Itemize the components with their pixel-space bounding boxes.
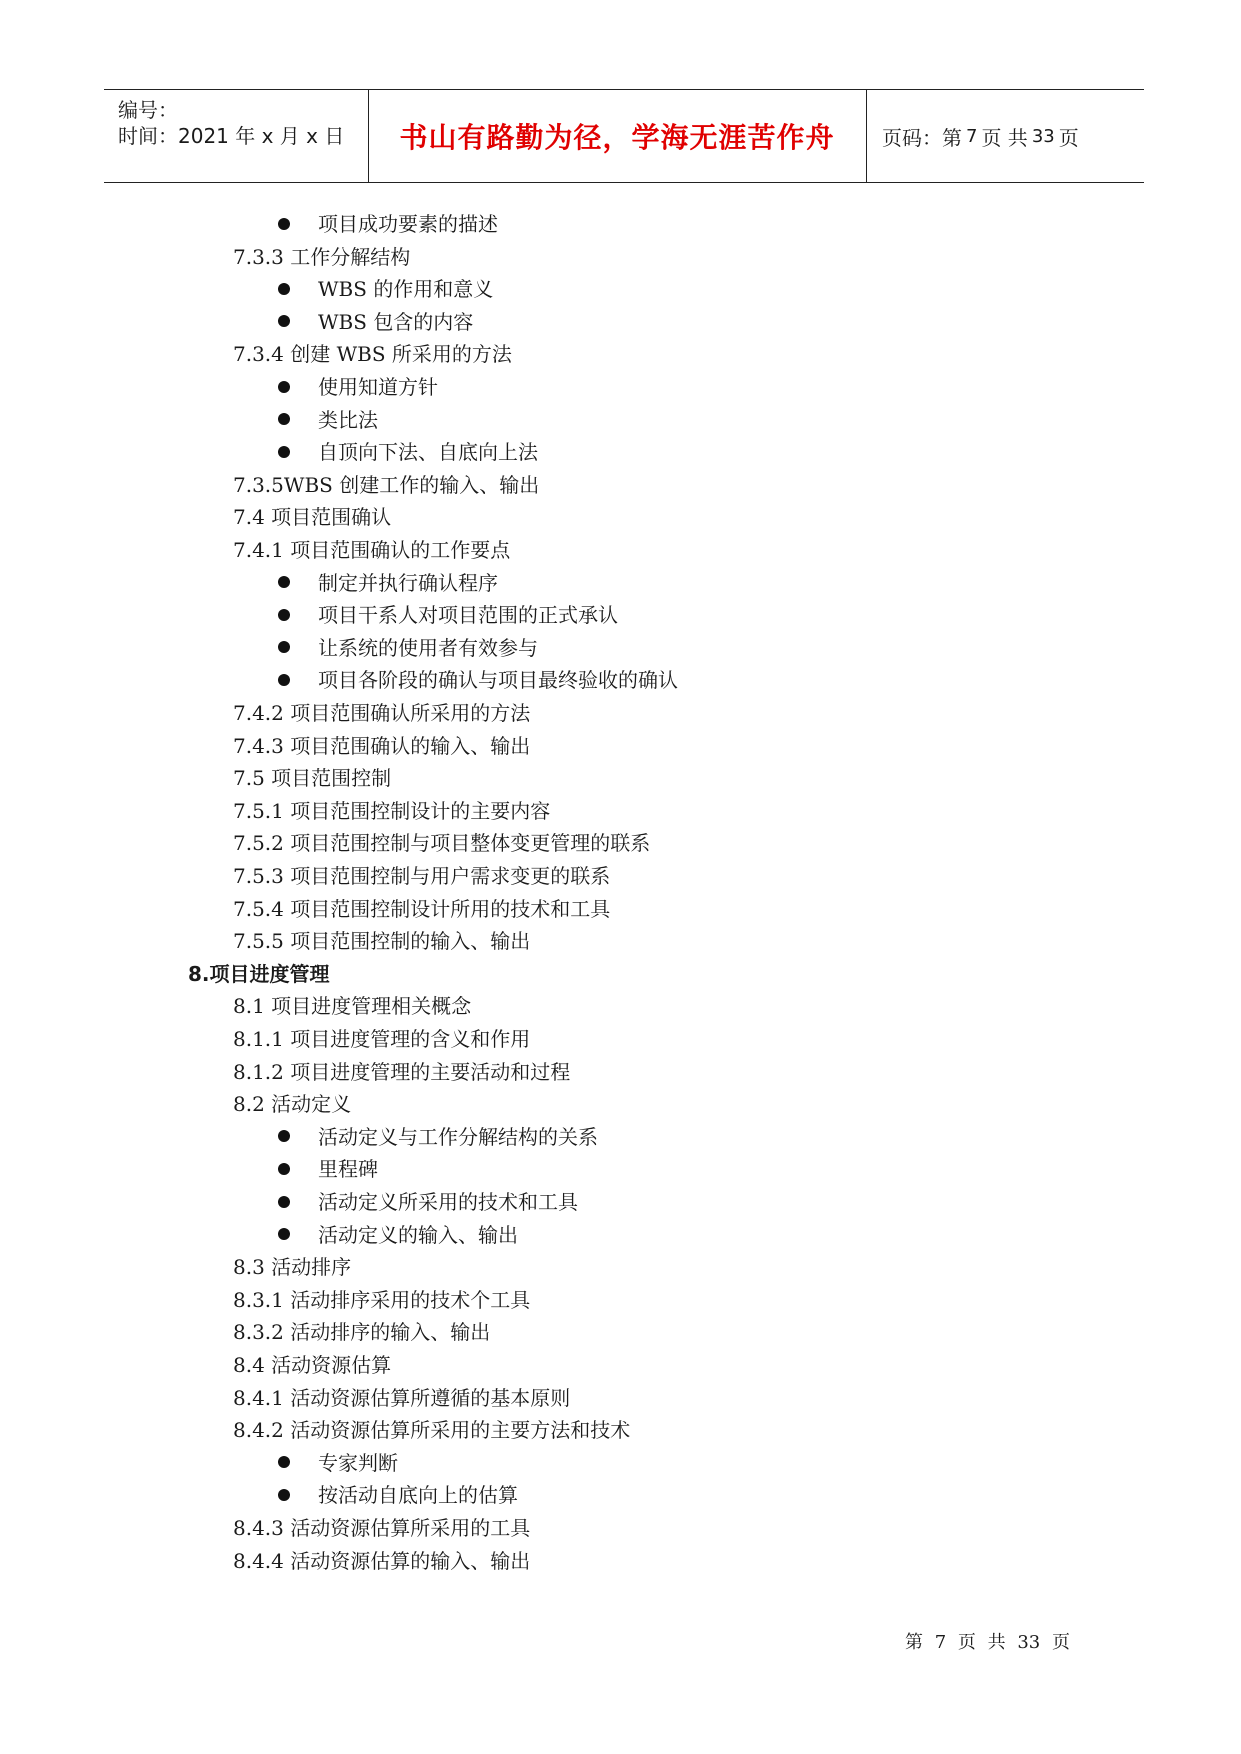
header-meta [104,90,368,182]
bullet-text: 类比法 [318,407,378,432]
bullet-text: WBS 包含的内容 [318,309,474,334]
bullet-text: 活动定义所采用的技术和工具 [318,1190,578,1214]
bullet-dot-icon [278,1196,290,1208]
bullet-text: 自顶向下法、自底向上法 [318,440,538,465]
outline-item: 7.5.2 项目范围控制与项目整体变更管理的联系 [233,831,651,856]
bullet-text: 里程碑 [318,1157,378,1182]
bullet-item [278,634,538,662]
header-divider-right [866,90,867,182]
bullet-text: 使用知道方针 [318,375,438,399]
bullet-item [278,1188,578,1216]
bullet-text: 项目成功要素的描述 [318,212,498,236]
outline-item: 8.4.2 活动资源估算所采用的主要方法和技术 [233,1418,631,1443]
outline-item: 7.4.1 项目范围确认的工作要点 [233,538,511,562]
outline-item: 8.2 活动定义 [233,1092,352,1117]
bullet-item [278,210,498,238]
outline-item: 8.3.1 活动排序采用的技术个工具 [233,1287,531,1312]
bullet-dot-icon [278,674,290,686]
bullet-item [278,438,538,466]
bullet-item [278,666,678,694]
page-current: 7 [966,125,978,147]
bullet-dot-icon [278,641,290,653]
outline-item: 7.5 项目范围控制 [233,766,392,791]
outline-item: 7.5.5 项目范围控制的输入、输出 [233,929,531,954]
outline-item: 7.4 项目范围确认 [233,505,392,530]
bullet-dot-icon [278,1456,290,1468]
bullet-dot-icon [278,446,290,458]
outline-item: 7.3.4 创建 WBS 所采用的方法 [233,342,512,367]
outline-item: 7.4.2 项目范围确认所采用的方法 [233,701,531,725]
bullet-text: 制定并执行确认程序 [318,570,498,595]
outline-item: 7.5.3 项目范围控制与用户需求变更的联系 [233,864,611,888]
header-divider-left [368,90,369,182]
section-heading: 8.项目进度管理 [188,961,330,986]
bullet-text: 项目干系人对项目范围的正式承认 [318,603,618,628]
outline-item: 8.4.3 活动资源估算所采用的工具 [233,1516,531,1540]
bullet-text: 让系统的使用者有效参与 [318,635,538,660]
page-middle: 页 共 [981,125,1028,150]
bullet-text: 按活动自底向上的估算 [318,1483,518,1508]
bullet-text: WBS 的作用和意义 [318,277,494,302]
page-suffix: 页 [1058,125,1079,150]
outline-item: 7.5.1 项目范围控制设计的主要内容 [233,798,551,823]
bullet-text: 专家判断 [318,1450,398,1475]
bullet-item [278,275,493,303]
bullet-item [278,1449,398,1477]
bullet-item [278,1123,598,1151]
outline-item: 8.3.2 活动排序的输入、输出 [233,1320,491,1345]
outline-item: 8.4.4 活动资源估算的输入、输出 [233,1548,531,1573]
bullet-item [278,601,618,629]
outline-item: 8.4 活动资源估算 [233,1353,392,1377]
bullet-dot-icon [278,283,290,295]
document-time-label: 时间：2021 年 x 月 x 日 [118,124,345,148]
page-header [104,89,1144,183]
bullet-item [278,406,378,434]
header-motto: 书山有路勤为径，学海无涯苦作舟 [399,121,835,154]
bullet-item [278,1221,518,1249]
document-number-label: 编号： [118,98,178,122]
bullet-item [278,1481,518,1509]
outline-item: 7.3.5WBS 创建工作的输入、输出 [233,472,540,497]
bullet-item [278,1155,378,1183]
bullet-dot-icon [278,576,290,588]
outline-item: 8.1 项目进度管理相关概念 [233,994,472,1019]
bullet-item [278,308,473,336]
bullet-dot-icon [278,218,290,230]
outline-item: 7.5.4 项目范围控制设计所用的技术和工具 [233,896,611,921]
page-total: 33 [1031,125,1055,147]
page-prefix: 页码：第 [882,125,962,150]
bullet-text: 活动定义与工作分解结构的关系 [318,1124,598,1149]
bullet-dot-icon [278,609,290,621]
bullet-item [278,569,498,597]
bullet-dot-icon [278,381,290,393]
bullet-item [278,373,438,401]
outline-item: 7.3.3 工作分解结构 [233,244,411,269]
header-page-info [868,90,1144,182]
bullet-text: 活动定义的输入、输出 [318,1222,518,1247]
bullet-dot-icon [278,1163,290,1175]
bullet-dot-icon [278,1489,290,1501]
bullet-dot-icon [278,1130,290,1142]
page-footer: 第 7 页 共 33 页 [905,1632,1070,1653]
outline-item: 8.4.1 活动资源估算所遵循的基本原则 [233,1385,571,1410]
bullet-dot-icon [278,315,290,327]
outline-item: 7.4.3 项目范围确认的输入、输出 [233,733,531,758]
outline-item: 8.1.1 项目进度管理的含义和作用 [233,1027,531,1051]
bullet-dot-icon [278,1228,290,1240]
outline-item: 8.3 活动排序 [233,1255,352,1280]
outline-item: 8.1.2 项目进度管理的主要活动和过程 [233,1059,571,1084]
bullet-text: 项目各阶段的确认与项目最终验收的确认 [318,668,678,693]
bullet-dot-icon [278,413,290,425]
